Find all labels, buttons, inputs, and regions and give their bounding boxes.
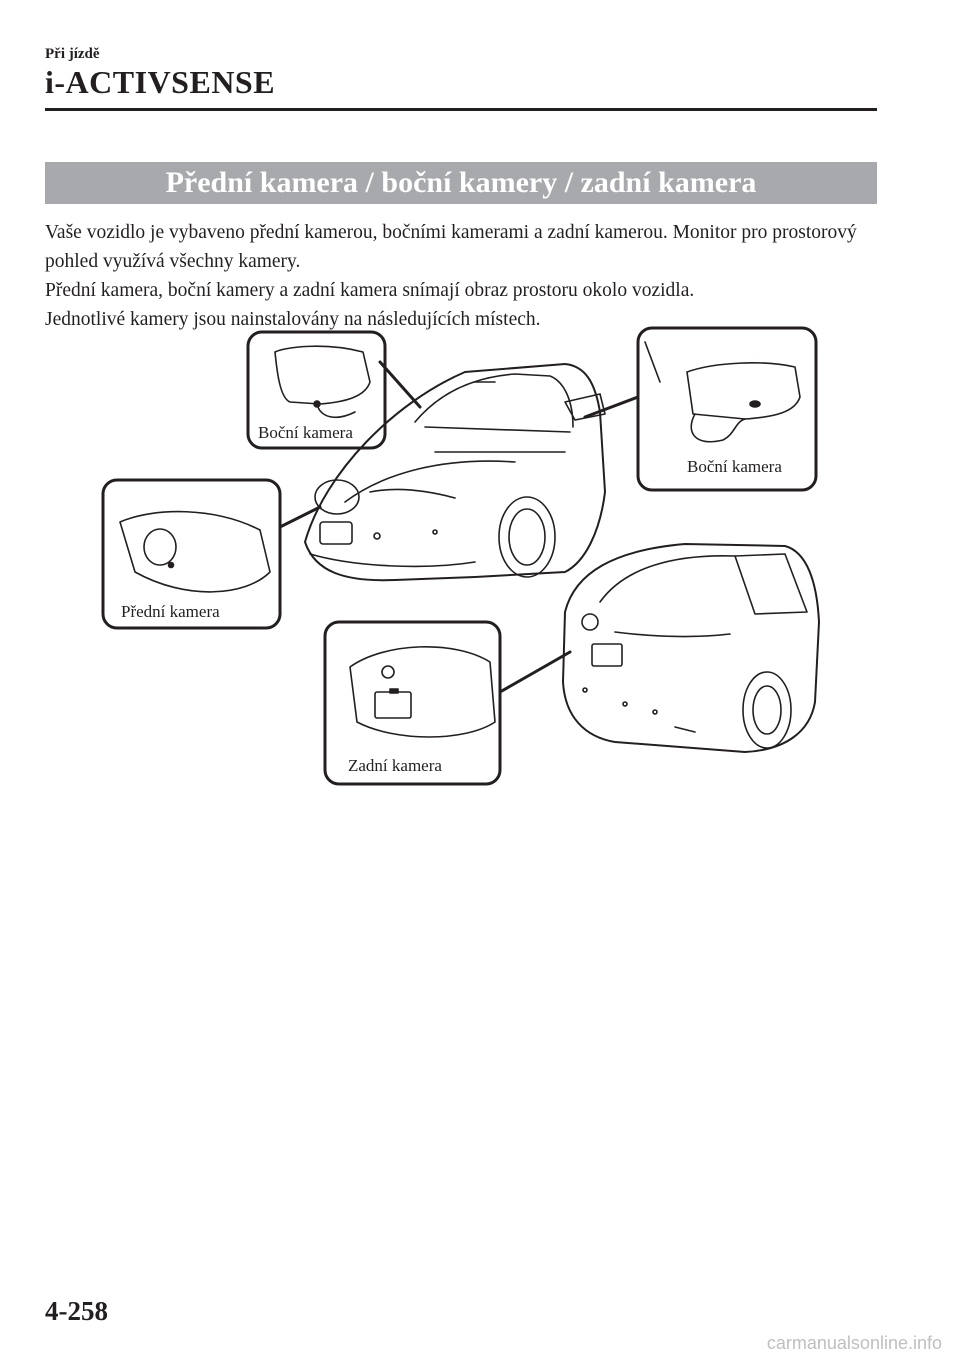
- front-camera-label: Přední kamera: [121, 602, 220, 621]
- paragraph-1: Vaše vozidlo je vybaveno přední kamerou, bočními kamerami a zadní kamerou. Monitor pro prostorový pohled využívá všechny kamery.: [45, 222, 857, 272]
- header-rule: [45, 108, 877, 111]
- chapter-title: Při jízdě: [45, 46, 100, 62]
- watermark: carmanualsonline.info: [766, 1333, 942, 1353]
- camera-location-figure: [95, 322, 825, 792]
- paragraph-3: Jednotlivé kamery jsou nainstalovány na následujících místech.: [45, 309, 541, 330]
- side-camera-left-label: Boční kamera: [258, 423, 353, 442]
- rear-camera-label: Zadní kamera: [348, 756, 442, 775]
- rear-car-drawing: [563, 544, 819, 752]
- car-illustration: [95, 322, 825, 792]
- body-text: [45, 218, 885, 334]
- topic-heading: Přední kamera / boční kamery / zadní kamera: [45, 162, 877, 204]
- side-camera-right-label: Boční kamera: [687, 457, 782, 476]
- paragraph-2: Přední kamera, boční kamery a zadní kamera snímají obraz prostoru okolo vozidla.: [45, 280, 695, 301]
- front-car-drawing: [305, 364, 605, 580]
- section-title: i-ACTIVSENSE: [45, 64, 276, 100]
- page-number: 4-258: [45, 1296, 108, 1326]
